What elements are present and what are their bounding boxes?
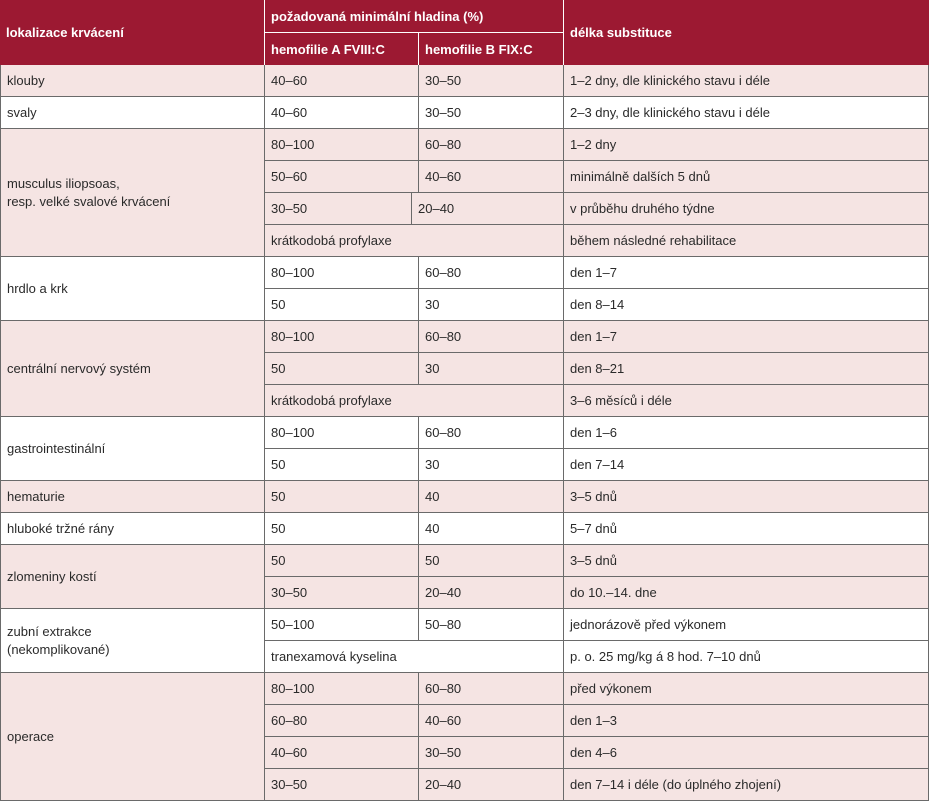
hemophilia-b-level-cell: 30 xyxy=(419,449,564,481)
hemophilia-a-level-cell: 50 xyxy=(265,513,419,545)
hemophilia-a-level-cell: 50 xyxy=(265,353,419,385)
hemophilia-b-level-cell: 40 xyxy=(419,513,564,545)
duration-cell: minimálně dalších 5 dnů xyxy=(564,161,929,193)
duration-cell: před výkonem xyxy=(564,673,929,705)
hemophilia-b-level-cell: 20–40 xyxy=(419,769,564,801)
hemophilia-a-level-cell: 40–60 xyxy=(265,97,419,129)
header-duration: délka substituce xyxy=(564,0,929,65)
hemophilia-b-level-cell: 40–60 xyxy=(419,161,564,193)
hemophilia-b-level-cell: 60–80 xyxy=(419,673,564,705)
duration-cell: během následné rehabilitace xyxy=(564,225,929,257)
hemophilia-a-level-cell: 50 xyxy=(265,449,419,481)
duration-cell: 3–5 dnů xyxy=(564,545,929,577)
location-cell: svaly xyxy=(0,97,265,129)
hemophilia-a-level-cell: 50–60 xyxy=(265,161,419,193)
hemophilia-b-level-cell: 20–40 xyxy=(412,193,564,225)
hemophilia-a-level-cell: 30–50 xyxy=(265,769,419,801)
location-cell: hrdlo a krk xyxy=(0,257,265,321)
hemophilia-a-level-cell: 80–100 xyxy=(265,673,419,705)
location-cell: hematurie xyxy=(0,481,265,513)
merged-level-cell: krátkodobá profylaxe xyxy=(265,385,564,417)
hemophilia-a-level-cell: 80–100 xyxy=(265,257,419,289)
hemophilia-b-level-cell: 20–40 xyxy=(419,577,564,609)
duration-cell: den 7–14 xyxy=(564,449,929,481)
hemophilia-a-level-cell: 50–100 xyxy=(265,609,419,641)
duration-cell: den 1–7 xyxy=(564,321,929,353)
duration-cell: 5–7 dnů xyxy=(564,513,929,545)
duration-cell: 3–6 měsíců i déle xyxy=(564,385,929,417)
hemophilia-b-level-cell: 40–60 xyxy=(419,705,564,737)
duration-cell: jednorázově před výkonem xyxy=(564,609,929,641)
duration-cell: p. o. 25 mg/kg á 8 hod. 7–10 dnů xyxy=(564,641,929,673)
duration-cell: den 1–3 xyxy=(564,705,929,737)
location-cell: gastrointestinální xyxy=(0,417,265,481)
location-cell: zubní extrakce (nekomplikované) xyxy=(0,609,265,673)
location-cell: klouby xyxy=(0,65,265,97)
hemophilia-a-level-cell: 50 xyxy=(265,289,419,321)
duration-cell: do 10.–14. dne xyxy=(564,577,929,609)
header-hemophilia-b: hemofilie B FIX:C xyxy=(419,33,564,65)
duration-cell: den 8–21 xyxy=(564,353,929,385)
hemophilia-a-level-cell: 80–100 xyxy=(265,129,419,161)
duration-cell: 1–2 dny xyxy=(564,129,929,161)
hemophilia-a-level-cell: 40–60 xyxy=(265,65,419,97)
hemophilia-b-level-cell: 30–50 xyxy=(419,97,564,129)
header-min-level: požadovaná minimální hladina (%) xyxy=(265,0,564,33)
merged-level-cell: krátkodobá profylaxe xyxy=(265,225,564,257)
location-cell: operace xyxy=(0,673,265,801)
hemophilia-b-level-cell: 30 xyxy=(419,289,564,321)
hemophilia-b-level-cell: 30–50 xyxy=(419,65,564,97)
hemophilia-b-level-cell: 60–80 xyxy=(419,129,564,161)
hemophilia-b-level-cell: 30–50 xyxy=(419,737,564,769)
location-cell: musculus iliopsoas, resp. velké svalové krvácení xyxy=(0,129,265,257)
hemophilia-b-level-cell: 30 xyxy=(419,353,564,385)
duration-cell: v průběhu druhého týdne xyxy=(564,193,929,225)
hemophilia-a-level-cell: 80–100 xyxy=(265,417,419,449)
duration-cell: 2–3 dny, dle klinického stavu i déle xyxy=(564,97,929,129)
duration-cell: den 1–6 xyxy=(564,417,929,449)
hemophilia-b-level-cell: 60–80 xyxy=(419,417,564,449)
duration-cell: den 8–14 xyxy=(564,289,929,321)
hemophilia-b-level-cell: 50–80 xyxy=(419,609,564,641)
hemophilia-a-level-cell: 60–80 xyxy=(265,705,419,737)
hemophilia-b-level-cell: 50 xyxy=(419,545,564,577)
hemophilia-b-level-cell: 40 xyxy=(419,481,564,513)
hemophilia-a-level-cell: 30–50 xyxy=(265,193,412,225)
hemophilia-b-level-cell: 60–80 xyxy=(419,321,564,353)
header-location: lokalizace krvácení xyxy=(0,0,265,65)
location-cell: centrální nervový systém xyxy=(0,321,265,417)
duration-cell: 1–2 dny, dle klinického stavu i déle xyxy=(564,65,929,97)
duration-cell: den 1–7 xyxy=(564,257,929,289)
hemophilia-a-level-cell: 80–100 xyxy=(265,321,419,353)
duration-cell: den 7–14 i déle (do úplného zhojení) xyxy=(564,769,929,801)
hemophilia-a-level-cell: 50 xyxy=(265,545,419,577)
merged-level-cell: tranexamová kyselina xyxy=(265,641,564,673)
location-cell: zlomeniny kostí xyxy=(0,545,265,609)
header-hemophilia-a: hemofilie A FVIII:C xyxy=(265,33,419,65)
hemophilia-a-level-cell: 40–60 xyxy=(265,737,419,769)
duration-cell: den 4–6 xyxy=(564,737,929,769)
location-cell: hluboké tržné rány xyxy=(0,513,265,545)
hemophilia-b-level-cell: 60–80 xyxy=(419,257,564,289)
hemophilia-a-level-cell: 30–50 xyxy=(265,577,419,609)
duration-cell: 3–5 dnů xyxy=(564,481,929,513)
hemophilia-a-level-cell: 50 xyxy=(265,481,419,513)
